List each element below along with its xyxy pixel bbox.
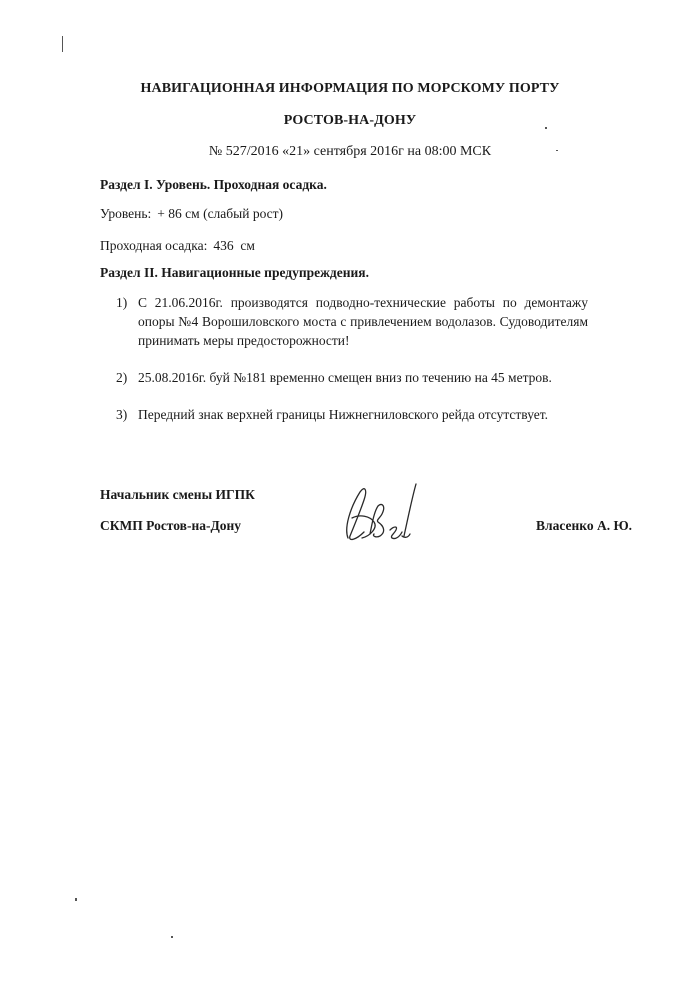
warning-number: 1) — [116, 295, 128, 310]
scan-speck — [62, 36, 63, 52]
warning-number: 3) — [116, 407, 128, 422]
warning-text: Передний знак верхней границы Нижнегниловского рейда отсутствует. — [138, 407, 549, 422]
draft-field — [100, 238, 255, 254]
level-label: Уровень: — [100, 206, 152, 221]
signatory-position-line2: СКМП Ростов-на-Дону — [100, 518, 242, 533]
signatory-name: Власенко А. Ю. — [536, 518, 633, 533]
scan-speck — [545, 127, 547, 129]
document-subtitle-port: РОСТОВ-НА-ДОНУ — [283, 113, 417, 128]
handwritten-signature-icon — [330, 478, 430, 548]
document-title: НАВИГАЦИОННАЯ ИНФОРМАЦИЯ ПО МОРСКОМУ ПОРТУ — [140, 81, 560, 96]
scan-speck — [75, 898, 77, 901]
draft-label: Проходная осадка: — [100, 238, 208, 253]
warning-item-1 — [116, 293, 588, 350]
warning-text: 25.08.2016г. буй №181 временно смещен вниз по течению на 45 метров. — [138, 370, 552, 385]
scan-speck — [171, 936, 173, 938]
level-value: + 86 см (слабый рост) — [157, 206, 284, 221]
draft-value: 436 см — [213, 238, 255, 253]
warning-text: С 21.06.2016г. производятся подводно-технические работы по демонтажу опоры №4 Ворошиловского моста с привлечением водолазов. Судоводителям принимать меры предосторожности! — [138, 295, 588, 348]
section-1-heading: Раздел I. Уровень. Проходная осадка. — [100, 177, 327, 192]
document-number-date: № 527/2016 «21» сентября 2016г на 08:00 МСК — [208, 144, 492, 159]
warning-number: 2) — [116, 370, 128, 385]
scan-speck — [556, 150, 558, 151]
section-2-heading: Раздел II. Навигационные предупреждения. — [100, 265, 369, 280]
warning-item-2 — [116, 368, 588, 387]
warning-item-3 — [116, 405, 588, 424]
signatory-position-line1: Начальник смены ИГПК — [100, 487, 255, 502]
level-field — [100, 206, 283, 222]
